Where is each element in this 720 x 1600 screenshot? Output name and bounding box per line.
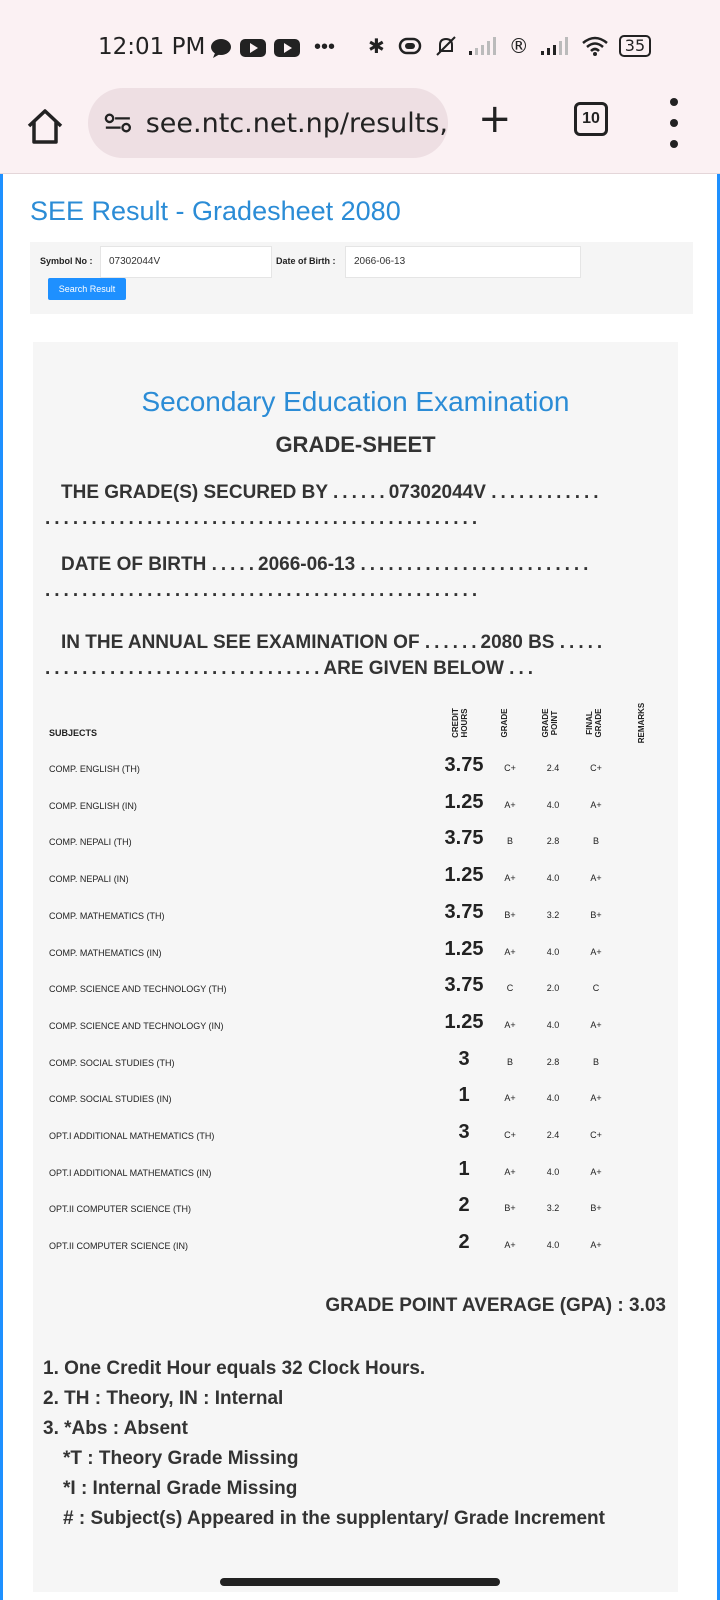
grade-header: GRADE — [500, 708, 509, 738]
credit-hours-cell: 1 — [458, 1084, 470, 1107]
chat-bubble-icon — [210, 38, 232, 58]
grade-cell: B+ — [504, 1203, 516, 1214]
grade-cell: A+ — [504, 873, 516, 884]
youtube-icon — [240, 38, 266, 58]
table-row — [33, 1009, 678, 1045]
final-grade-cell: B — [592, 836, 599, 847]
final-grade-header: FINAL GRADE — [585, 708, 603, 738]
grade-cell: A+ — [504, 1240, 516, 1251]
grade-point-cell: 4.0 — [546, 1019, 560, 1030]
dob-label: Date of Birth : — [276, 256, 336, 266]
new-tab-button[interactable]: + — [478, 96, 512, 142]
credit-hours-cell: 3.75 — [444, 827, 484, 850]
grade-point-cell: 4.0 — [546, 1093, 560, 1104]
subject-cell: COMP. ENGLISH (IN) — [49, 800, 137, 811]
table-row — [33, 825, 678, 861]
page-title: SEE Result - Gradesheet 2080 — [30, 196, 401, 226]
browser-toolbar — [0, 88, 720, 174]
gpa-text: GRADE POINT AVERAGE (GPA) : 3.03 — [325, 1295, 666, 1316]
final-grade-cell: C+ — [590, 1130, 602, 1140]
grade-cell: A+ — [504, 799, 516, 810]
table-row — [33, 789, 678, 825]
search-form — [30, 242, 693, 314]
note-item: 2. TH : Theory, IN : Internal — [43, 1388, 284, 1409]
credit-hours-cell: 3.75 — [444, 900, 484, 923]
sheet-subtitle: GRADE-SHEET — [275, 432, 436, 457]
grade-cell: B+ — [504, 909, 516, 920]
table-row — [33, 1082, 678, 1118]
grade-point-cell: 2.8 — [546, 1056, 560, 1067]
grade-cell: A+ — [504, 1093, 516, 1104]
vibrate-icon — [395, 36, 425, 56]
symbol-label: Symbol No : — [40, 256, 93, 266]
tab-switcher-button[interactable]: 10 — [574, 102, 608, 136]
credit-hours-cell: 3.75 — [444, 754, 484, 776]
exam-label: IN THE ANNUAL SEE EXAMINATION OF — [61, 632, 420, 653]
roaming-icon: ® — [508, 34, 529, 58]
final-grade-cell: A+ — [590, 1093, 602, 1104]
dob-input[interactable]: 2066-06-13 — [345, 246, 581, 278]
signal-icon-2 — [539, 36, 571, 56]
status-time: 12:01 PM — [98, 34, 206, 60]
table-row — [33, 1119, 678, 1155]
credit-hours-cell: 3.75 — [444, 974, 484, 997]
subject-cell: COMP. SCIENCE AND TECHNOLOGY (TH) — [49, 984, 227, 995]
table-row — [33, 899, 678, 935]
grade-point-cell: 4.0 — [546, 1240, 560, 1251]
page-content — [0, 174, 720, 1600]
final-grade-cell: C+ — [590, 763, 602, 773]
sheet-title: Secondary Education Examination — [141, 386, 570, 417]
signal-icon — [467, 36, 499, 56]
status-bar — [0, 0, 720, 88]
table-row — [33, 936, 678, 972]
secured-by-line: THE GRADE(S) SECURED BY ......07302044V ............ — [61, 482, 603, 503]
final-grade-cell: A+ — [590, 1240, 602, 1251]
grade-cell: B — [506, 836, 513, 847]
grade-point-cell: 2.0 — [546, 983, 560, 994]
grade-cell: C+ — [504, 1130, 516, 1140]
final-grade-cell: C — [592, 983, 600, 994]
given-below-line: ..............................ARE GIVEN BELOW ... — [45, 658, 538, 679]
grade-point-cell: 2.8 — [546, 836, 560, 847]
grade-sheet — [33, 342, 678, 1592]
bluetooth-icon: ✱ — [368, 34, 385, 58]
subjects-header: SUBJECTS — [49, 728, 98, 738]
notification-icons — [210, 36, 335, 59]
grade-cell: A+ — [504, 1019, 516, 1030]
note-item: *T : Theory Grade Missing — [63, 1448, 299, 1469]
final-grade-cell: A+ — [590, 1166, 602, 1177]
final-grade-cell: A+ — [590, 799, 602, 810]
system-icons — [368, 34, 651, 58]
grade-point-cell: 4.0 — [546, 799, 560, 810]
table-row — [33, 972, 678, 1008]
grade-cell: B — [506, 1056, 513, 1067]
secured-by-value: 07302044V — [388, 482, 486, 503]
grade-cell: C+ — [504, 763, 516, 773]
secured-by-label: THE GRADE(S) SECURED BY — [61, 482, 328, 503]
sheet-dob-value: 2066-06-13 — [258, 554, 356, 575]
credit-hours-cell: 1.25 — [444, 1010, 484, 1033]
symbol-input[interactable]: 07302044V — [100, 246, 272, 278]
final-grade-cell: A+ — [590, 873, 602, 884]
credit-hours-cell: 3 — [458, 1047, 470, 1070]
grade-point-cell: 3.2 — [546, 909, 560, 920]
remarks-header: REMARKS — [637, 702, 646, 744]
credit-hours-cell: 1.25 — [444, 864, 484, 887]
more-menu-icon[interactable] — [664, 98, 684, 148]
search-result-button[interactable]: Search Result — [48, 278, 126, 300]
subject-cell: OPT.II COMPUTER SCIENCE (TH) — [49, 1204, 192, 1215]
note-item: 1. One Credit Hour equals 32 Clock Hours. — [43, 1358, 426, 1379]
grade-cell: C — [506, 983, 514, 994]
final-grade-cell: A+ — [590, 946, 602, 957]
table-row — [33, 1192, 678, 1228]
credit-hours-cell: 1 — [458, 1157, 470, 1180]
url-text[interactable]: see.ntc.net.np/results, — [145, 107, 448, 139]
subject-cell: COMP. SOCIAL STUDIES (TH) — [49, 1057, 175, 1068]
subject-cell: OPT.I ADDITIONAL MATHEMATICS (TH) — [49, 1131, 215, 1141]
battery-icon: 35 — [619, 35, 651, 57]
credit-hours-header: CREDIT HOURS — [451, 708, 469, 738]
notes — [43, 1354, 605, 1534]
exam-value: 2080 BS — [480, 632, 555, 653]
gesture-navigation-bar[interactable] — [220, 1578, 500, 1586]
grade-point-cell: 2.4 — [546, 763, 560, 773]
grade-cell: A+ — [504, 1166, 516, 1177]
subject-cell: COMP. SCIENCE AND TECHNOLOGY (IN) — [49, 1020, 224, 1031]
subject-cell: COMP. SOCIAL STUDIES (IN) — [49, 1094, 172, 1105]
site-settings-icon[interactable] — [104, 112, 132, 134]
table-row — [33, 1229, 678, 1265]
address-bar[interactable] — [88, 88, 448, 158]
credit-hours-cell: 1.25 — [444, 790, 484, 813]
exam-line: IN THE ANNUAL SEE EXAMINATION OF ......2080 BS ..... — [61, 632, 607, 653]
credit-hours-cell: 2 — [458, 1194, 470, 1217]
grade-point-cell: 2.4 — [546, 1130, 560, 1140]
grade-point-cell: 4.0 — [546, 1166, 560, 1177]
wifi-icon — [581, 35, 609, 57]
subject-cell: COMP. MATHEMATICS (IN) — [49, 947, 162, 958]
final-grade-cell: B — [592, 1056, 599, 1067]
subject-cell: COMP. NEPALI (TH) — [49, 837, 132, 848]
subject-cell: COMP. ENGLISH (TH) — [49, 764, 140, 774]
grade-point-cell: 4.0 — [546, 873, 560, 884]
dob-line: DATE OF BIRTH .....2066-06-13 ......................... — [61, 554, 593, 575]
subject-cell: OPT.I ADDITIONAL MATHEMATICS (IN) — [49, 1167, 212, 1178]
grade-point-header: GRADE POINT — [541, 708, 559, 738]
final-grade-cell: B+ — [590, 909, 602, 920]
table-row — [33, 1046, 678, 1082]
subject-cell: OPT.II COMPUTER SCIENCE (IN) — [49, 1241, 189, 1252]
table-row — [33, 1156, 678, 1192]
grade-point-cell: 4.0 — [546, 946, 560, 957]
note-item: 3. *Abs : Absent — [43, 1418, 188, 1439]
dotted-line: ............................................... — [45, 580, 482, 601]
table-row — [33, 862, 678, 898]
final-grade-cell: B+ — [590, 1203, 602, 1214]
given-below-text: ARE GIVEN BELOW — [323, 658, 504, 679]
credit-hours-cell: 3 — [458, 1121, 470, 1143]
youtube-icon-2 — [274, 38, 300, 58]
final-grade-cell: A+ — [590, 1019, 602, 1030]
credit-hours-cell: 2 — [458, 1231, 470, 1254]
sheet-dob-label: DATE OF BIRTH — [61, 554, 207, 575]
grade-cell: A+ — [504, 946, 516, 957]
mute-icon — [435, 35, 457, 57]
more-notifications-icon: ••• — [314, 36, 336, 58]
grade-point-cell: 3.2 — [546, 1203, 560, 1214]
subject-cell: COMP. MATHEMATICS (TH) — [49, 910, 165, 921]
note-item: # : Subject(s) Appeared in the supplentary/ Grade Increment — [63, 1508, 605, 1529]
note-item: *I : Internal Grade Missing — [63, 1478, 298, 1499]
home-icon[interactable] — [24, 106, 66, 148]
dotted-line: ............................................... — [45, 508, 482, 529]
subject-cell: COMP. NEPALI (IN) — [49, 874, 129, 885]
credit-hours-cell: 1.25 — [444, 937, 484, 960]
table-row — [33, 752, 678, 788]
